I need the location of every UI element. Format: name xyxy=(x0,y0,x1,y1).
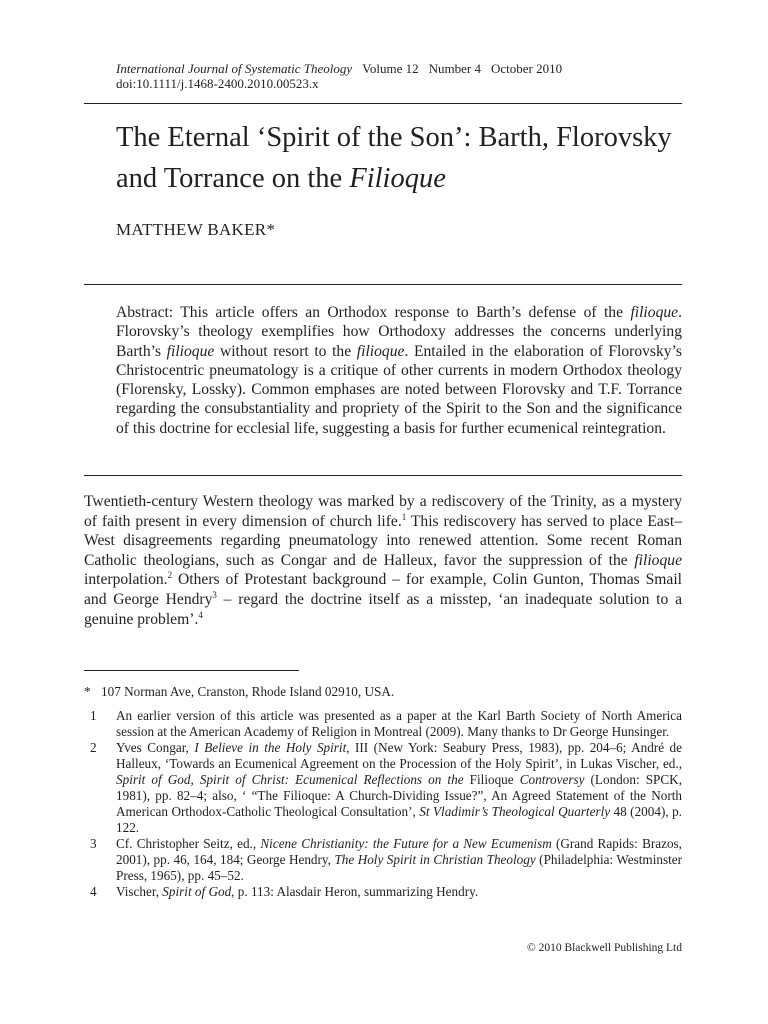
footnote-text xyxy=(116,740,682,836)
title-rule xyxy=(84,284,682,285)
header-rule xyxy=(84,103,682,104)
abstract-text: Abstract: This article offers an Orthodox response to Barth’s defense of the xyxy=(116,304,631,321)
abstract-text: . Entailed in the elaboration of Florovsky’s Christocentric pneumatology is a critique of other currents in modern Orthodox theology (Florensky, Lossky). Common emphases are noted between Florovsky and T.F. Torrance regarding the consubstantiality and propriety of the Spirit to the Son and the significance of this doctrine for ecclesial life, suggesting a basis for further ecumenical reintegration. xyxy=(116,342,682,437)
article-title xyxy=(116,117,676,199)
footnote xyxy=(84,740,682,836)
abstract xyxy=(116,303,682,438)
copyright-notice: © 2010 Blackwell Publishing Ltd xyxy=(526,942,682,954)
footnote-span: 48 (2004), p. 122. xyxy=(116,804,682,835)
affiliation-text: 107 Norman Ave, Cranston, Rhode Island 02910, USA. xyxy=(101,684,395,699)
journal-number: Number 4 xyxy=(428,61,481,76)
footnote-ref[interactable]: 2 xyxy=(167,570,173,581)
footnote-number: 3 xyxy=(90,836,97,851)
footnote-italic: The Holy Spirit in Christian Theology xyxy=(334,852,536,867)
footnote-span: (Philadelphia: Westminster Press, 1965), pp. 45–52. xyxy=(116,852,682,883)
abstract-text: . Florovsky’s theology exemplifies how Orthodoxy addresses the concerns underlying Barth’s xyxy=(116,304,682,360)
footnote-span: , p. 113: Alasdair Heron, summarizing Hendry. xyxy=(231,884,479,899)
title-italic: Filioque xyxy=(349,163,446,194)
footnote-span: Vischer, xyxy=(116,884,163,899)
body-text: This rediscovery has served to place East–West disagreements regarding pneumatology into renewed attention. Some recent Roman Catholic theologians, such as Congar and de Halleux, favor the suppression of the xyxy=(84,512,682,569)
abstract-rule xyxy=(84,475,682,476)
abstract-italic: filioque xyxy=(630,304,679,321)
footnote-ref[interactable]: 4 xyxy=(198,609,203,620)
body-text: – regard the doctrine itself as a misstep, ‘an inadequate solution to a genuine problem’. xyxy=(84,590,682,628)
footnote-italic: St Vladimir’s Theological Quarterly xyxy=(419,804,611,819)
footnote-text: An earlier version of this article was presented as a paper at the Karl Barth Society of North America session at the American Academy of Religion in Montreal (2009). Many thanks to Dr George Hunsinger. xyxy=(116,708,682,739)
abstract-text: without resort to the xyxy=(214,342,357,360)
footnote-italic: Controversy xyxy=(513,772,585,787)
journal-name: International Journal of Systematic Theology xyxy=(116,61,353,76)
footnote-span: Yves Congar, xyxy=(116,740,195,755)
footnote-text xyxy=(116,884,682,900)
footnote-ref[interactable]: 3 xyxy=(212,589,217,600)
title-text: The Eternal ‘Spirit of the Son’: Barth, Florovsky and Torrance on the xyxy=(116,122,672,194)
footnote-italic: I Believe in the Holy Spirit xyxy=(194,740,347,755)
affiliation-mark: * xyxy=(84,684,91,699)
footnote-italic: Nicene Christianity: the Future for a New Ecumenism xyxy=(260,836,552,851)
journal-header xyxy=(116,61,562,76)
body-text: Twentieth-century Western theology was marked by a rediscovery of the Trinity, as a mystery of faith present in every dimension of church life. xyxy=(84,493,682,530)
body-text: interpolation. xyxy=(84,571,168,589)
abstract-italic: filioque xyxy=(166,342,215,360)
journal-date: October 2010 xyxy=(490,61,563,76)
footnote xyxy=(84,836,682,884)
footnote-italic: Spirit of God xyxy=(162,884,232,899)
footnote-ref[interactable]: 1 xyxy=(401,511,407,522)
body-paragraph xyxy=(84,492,682,629)
footnote-number: 4 xyxy=(90,884,97,899)
footnote-span: (Grand Rapids: Brazos, 2001), pp. 46, 164, 184; George Hendry, xyxy=(116,836,682,867)
author-name: MATTHEW BAKER* xyxy=(116,220,276,239)
journal-volume: Volume 12 xyxy=(362,61,419,76)
footnote-number: 1 xyxy=(90,708,97,723)
abstract-italic: filioque xyxy=(356,342,405,360)
footnote-italic: Spirit of God, Spirit of Christ: Ecumenical Reflections on the xyxy=(116,772,470,787)
footnote-span: (London: SPCK, 1981), pp. 82–4; also, ‘ “The Filioque: A Church-Dividing Issue?”, An Agreed Statement of the North American Orthodox-Catholic Theological Consultation’, xyxy=(116,772,682,819)
footnote xyxy=(84,884,682,900)
footnote-rule xyxy=(84,670,299,671)
footnote xyxy=(84,708,682,740)
body-italic: filioque xyxy=(634,551,682,569)
footnote-number: 2 xyxy=(90,740,97,755)
footnote-text xyxy=(116,836,682,884)
footnotes xyxy=(84,708,682,900)
footnote-span: Cf. Christopher Seitz, ed., xyxy=(116,836,261,851)
footnote-span: , III (New York: Seabury Press, 1983), pp. 204–6; André de Halleux, ‘Towards an Ecumenical Agreement on the Procession of the Holy Spirit’, in Lukas Vischer, ed., xyxy=(116,740,682,771)
author-affiliation xyxy=(84,684,394,700)
doi: doi:10.1111/j.1468-2400.2010.00523.x xyxy=(116,76,319,91)
footnote-span: Filioque xyxy=(469,772,514,787)
body-text: Others of Protestant background – for example, Colin Gunton, Thomas Smail and George Hendry xyxy=(84,571,682,608)
